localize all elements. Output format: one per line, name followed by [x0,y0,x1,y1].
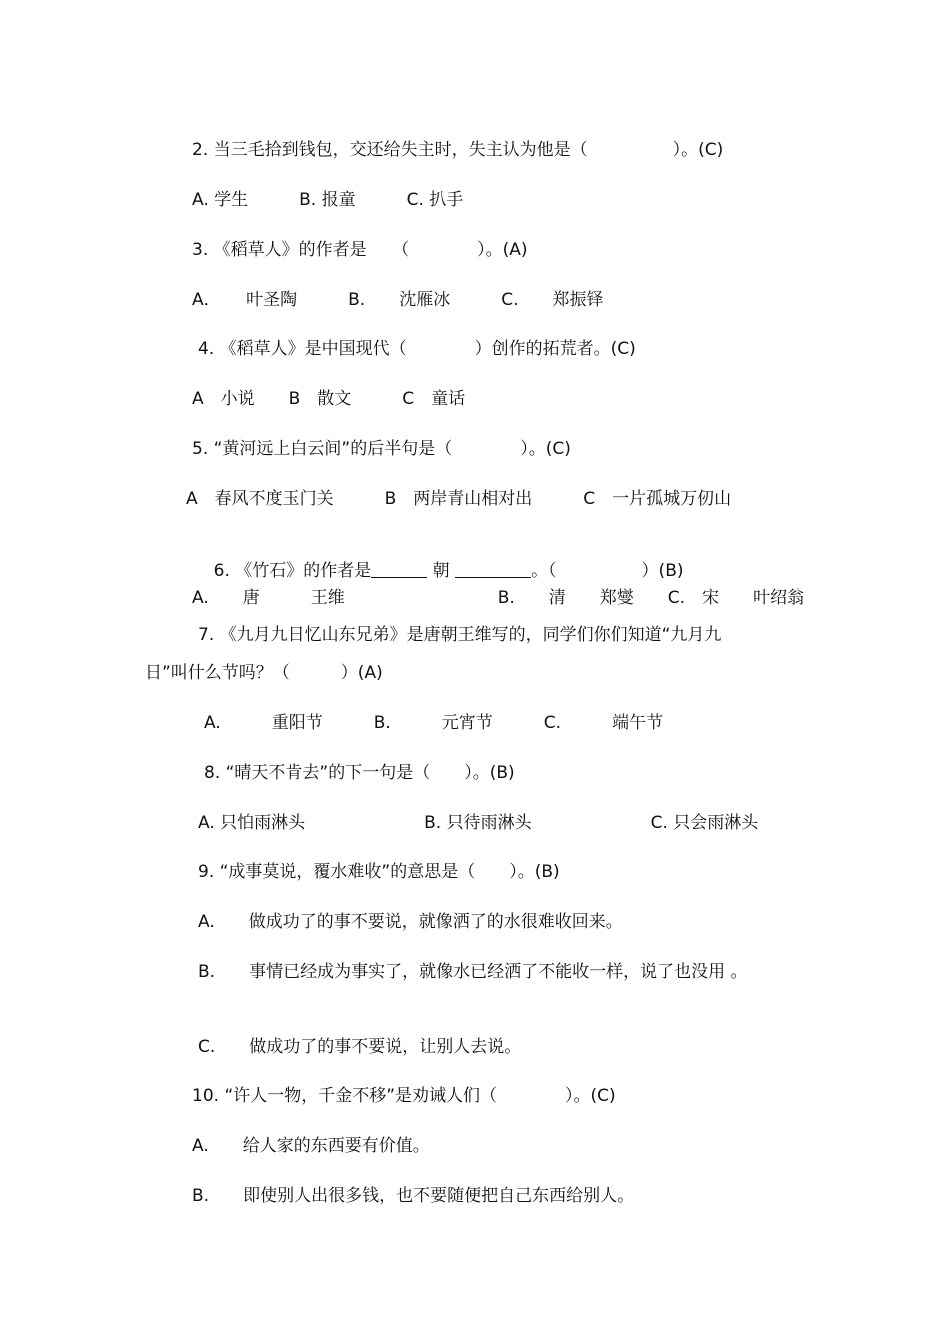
question-9-stem: 9. “成事莫说，覆水难收”的意思是（ ）。(B) [198,862,560,882]
question-9-option-b: B. 事情已经成为事实了，就像水已经洒了不能收一样，说了也没用 。 [198,962,748,982]
question-9-option-a: A. 做成功了的事不要说，就像洒了的水很难收回来。 [198,912,623,932]
question-5-stem: 5. “黄河远上白云间”的后半句是（ ）。(C) [192,439,571,459]
question-5-options: A 春风不度玉门关 B 两岸青山相对出 C 一片孤城万仞山 [186,489,732,509]
question-6-stem-middle: 朝 [427,561,456,581]
answer-blank-author [455,559,531,578]
question-10-option-b: B. 即使别人出很多钱，也不要随便把自己东西给别人。 [192,1186,635,1206]
question-10-stem: 10. “许人一物，千金不移”是劝诫人们（ ）。(C) [192,1086,616,1106]
question-8-options: A. 只怕雨淋头 B. 只待雨淋头 C. 只会雨淋头 [198,813,759,833]
question-8-stem: 8. “晴天不肯去”的下一句是（ ）。(B) [204,763,515,783]
question-4-options: A 小说 B 散文 C 童话 [192,389,466,409]
question-6-options: A. 唐 王维 B. 清 郑燮 C. 宋 叶绍翁 [192,588,805,608]
question-10-option-a: A. 给人家的东西要有价值。 [192,1136,430,1156]
question-4-stem: 4. 《稻草人》是中国现代（ ）创作的拓荒者。(C) [198,339,636,359]
question-7-stem-line2: 日”叫什么节吗？（ ）(A) [145,663,383,683]
question-3-stem: 3. 《稻草人》的作者是 （ ）。(A) [192,240,528,260]
question-3-options: A． 叶圣陶 B. 沈雁冰 C. 郑振铎 [192,290,604,310]
question-6-stem-after: 。（ ）(B) [531,561,684,581]
question-7-stem-line1: 7. 《九月九日忆山东兄弟》是唐朝王维写的，同学们你们知道“九月九 [198,625,722,645]
question-2-options: A. 学生 B. 报童 C. 扒手 [192,190,464,210]
answer-blank-dynasty [371,559,427,578]
question-2-stem: 2. 当三毛拾到钱包，交还给失主时，失主认为他是（ ）。(C) [192,140,724,160]
question-6-stem-before: 6. 《竹石》的作者是 [213,561,372,581]
question-7-options: A. 重阳节 B. 元宵节 C. 端午节 [204,713,664,733]
question-9-option-c: C. 做成功了的事不要说，让别人去说。 [198,1037,522,1057]
